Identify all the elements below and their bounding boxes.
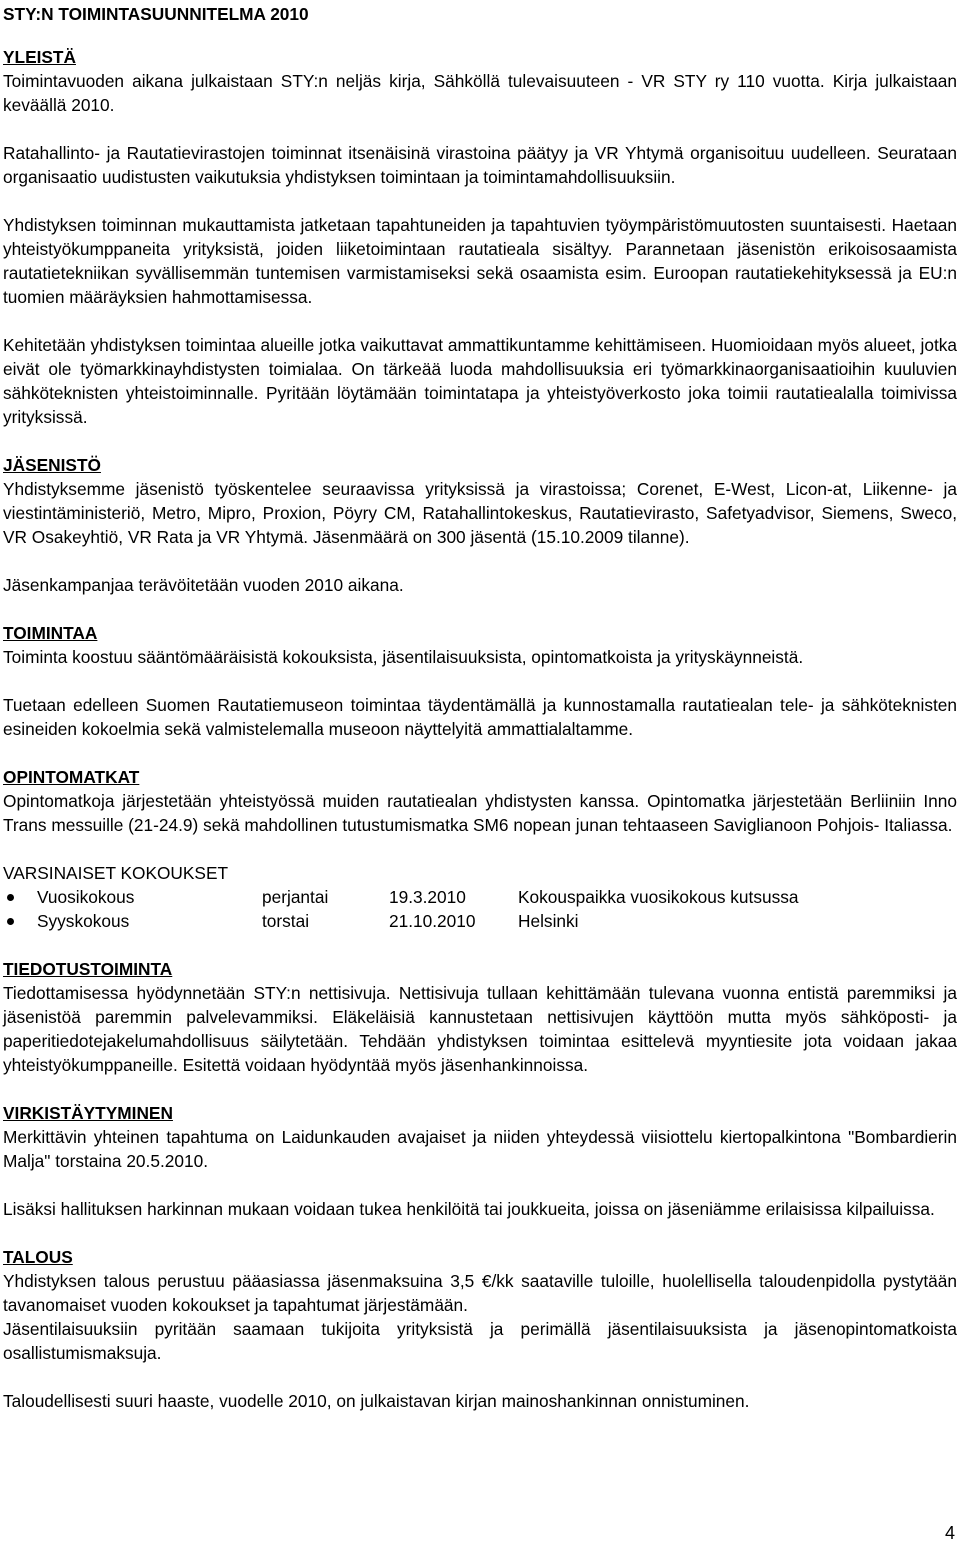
- page-number: 4: [944, 1523, 955, 1543]
- meeting-day: perjantai: [262, 887, 329, 907]
- paragraph: Taloudellisesti suuri haaste, vuodelle 2010, on julkaistavan kirjan mainoshankinnan onnistuminen.: [3, 1391, 750, 1411]
- section-talous: [3, 1245, 957, 1413]
- bullet-icon: [3, 885, 37, 909]
- section-heading: JÄSENISTÖ: [3, 455, 101, 475]
- section-tiedotustoiminta: [3, 957, 957, 1077]
- paragraph: Tiedottamisessa hyödynnetään STY:n nettisivuja. Nettisivuja tullaan kehittämään tulevana vuonna entistä paremmiksi ja jäsenistöä paremmin palvelevammiksi. Eläkeläisiä kannustetaan nettisivujen käyttöön mutta myös sähköposti- ja paperitiedotejakelumahdollisuus säilytetään. Tehdään yhdistyksen toimintaa esittelevä myyntiesite jota voidaan jakaa yhteistyökumppaneille. Esitettä voidaan hyödyntää myös jäsenhankinnoissa.: [3, 983, 957, 1075]
- section-heading: OPINTOMATKAT: [3, 767, 140, 787]
- paragraph: Kehitetään yhdistyksen toimintaa alueille jotka vaikuttavat ammattikuntamme kehittämiseen. Huomioidaan myös alueet, jotka eivät ole työmarkkinayhdistysten toimialaa. On tärkeää luoda mahdollisuuksia eri työmarkkinaorganisaatioihin kuuluvien sähköteknisten yhteistoiminnalle. Pyritään löytämään toimintatapa ja yhteistyöverkosto joka toimii rautatiealalla toimivissa yrityksissä.: [3, 335, 957, 427]
- paragraph: Tuetaan edelleen Suomen Rautatiemuseon toimintaa täydentämällä ja kunnostamalla rautatiealan tele- ja sähköteknisten esineiden kokoelmia sekä valmistelemalla museoon näyttelyitä ammattialaltamme.: [3, 695, 957, 739]
- section-yleista: [3, 45, 957, 429]
- paragraph: Yhdistyksemme jäsenistö työskentelee seuraavissa yrityksissä ja virastoissa; Corenet, E-West, Licon-at, Liikenne- ja viestintäministeriö, Metro, Mipro, Proxion, Pöyry CM, Ratahallintokeskus, Rautatievirasto, Safetyadvisor, Siemens, Sweco, VR Osakeyhtiö, VR Rata ja VR Yhtymä. Jäsenmäärä on 300 jäsentä (15.10.2009 tilanne).: [3, 479, 957, 547]
- document-page: [3, 0, 957, 1413]
- paragraph: Merkittävin yhteinen tapahtuma on Laidunkauden avajaiset ja niiden yhteydessä viisiottelu kiertopalkintona "Bombardierin Malja" torstaina 20.5.2010.: [3, 1127, 957, 1171]
- section-heading: TIEDOTUSTOIMINTA: [3, 959, 173, 979]
- paragraph: Ratahallinto- ja Rautatievirastojen toiminnat itsenäisinä virastoina päätyy ja VR Yhtymä organisoituu uudelleen. Seurataan organisaatio uudistusten vaikutuksia yhdistyksen toimintaan ja toimintamahdollisuuksiin.: [3, 143, 957, 187]
- paragraph: Toiminta koostuu sääntömääräisistä kokouksista, jäsentilaisuuksista, opintomatkoista ja yrityskäynneistä.: [3, 647, 804, 667]
- document-title: STY:N TOIMINTASUUNNITELMA 2010: [3, 4, 309, 24]
- paragraph: Jäsentilaisuuksiin pyritään saamaan tukijoita yrityksistä ja perimällä jäsentilaisuuksista ja jäsenopintomatkoista osallistumismaksuja.: [3, 1319, 957, 1363]
- paragraph: Opintomatkoja järjestetään yhteistyössä muiden rautatiealan yhdistysten kanssa. Opintomatka järjestetään Berliiniin Inno Trans messuille (21-24.9) sekä mahdollinen tutustumismatka SM6 nopean junan tehtaaseen Saviglianoon Pohjois- Italiassa.: [3, 791, 957, 835]
- section-kokoukset: [3, 861, 957, 933]
- meeting-note: Kokouspaikka vuosikokous kutsussa: [518, 887, 799, 907]
- meeting-note: Helsinki: [518, 911, 579, 931]
- section-heading: TALOUS: [3, 1247, 73, 1267]
- section-opintomatkat: [3, 765, 957, 837]
- list-item: [3, 885, 799, 909]
- paragraph: Yhdistyksen talous perustuu pääasiassa jäsenmaksuina 3,5 €/kk saataville tuloille, huolellisella taloudenpidolla pystytään tavanomaiset vuoden kokoukset ja tapahtumat järjestämään.: [3, 1271, 957, 1315]
- section-heading: VIRKISTÄYTYMINEN: [3, 1103, 173, 1123]
- section-heading: YLEISTÄ: [3, 47, 76, 67]
- meeting-date: 19.3.2010: [389, 887, 466, 907]
- list-item: [3, 909, 799, 933]
- paragraph: Jäsenkampanjaa terävöitetään vuoden 2010 aikana.: [3, 575, 404, 595]
- meetings-list: [3, 885, 799, 933]
- meeting-name: Vuosikokous: [37, 887, 135, 907]
- section-jasenisto: [3, 453, 957, 597]
- paragraph: Lisäksi hallituksen harkinnan mukaan voidaan tukea henkilöitä tai joukkueita, joissa on jäseniämme erilaisissa kilpailuissa.: [3, 1199, 935, 1219]
- section-heading: TOIMINTAA: [3, 623, 98, 643]
- paragraph: Toimintavuoden aikana julkaistaan STY:n neljäs kirja, Sähköllä tulevaisuuteen - VR STY ry 110 vuotta. Kirja julkaistaan keväällä 2010.: [3, 71, 957, 115]
- paragraph: Yhdistyksen toiminnan mukauttamista jatketaan tapahtuneiden ja tapahtuvien työympäristömuutosten suuntaisesti. Haetaan yhteistyökumppaneita yrityksistä, joiden liiketoimintaan rautatieala sisältyy. Parannetaan jäsenistön erikoisosaamista rautatietekniikan syvällisemmän tuntemisen varmistamiseksi sekä osaamista esim. Euroopan rautatiekehityksessä ja EU:n tuomien määräyksien hahmottamisessa.: [3, 215, 957, 307]
- section-virkistaytyminen: [3, 1101, 957, 1221]
- meeting-name: Syyskokous: [37, 911, 130, 931]
- meeting-date: 21.10.2010: [389, 911, 476, 931]
- section-toimintaa: [3, 621, 957, 741]
- section-heading: VARSINAISET KOKOUKSET: [3, 863, 229, 883]
- bullet-icon: [3, 909, 37, 933]
- meeting-day: torstai: [262, 911, 310, 931]
